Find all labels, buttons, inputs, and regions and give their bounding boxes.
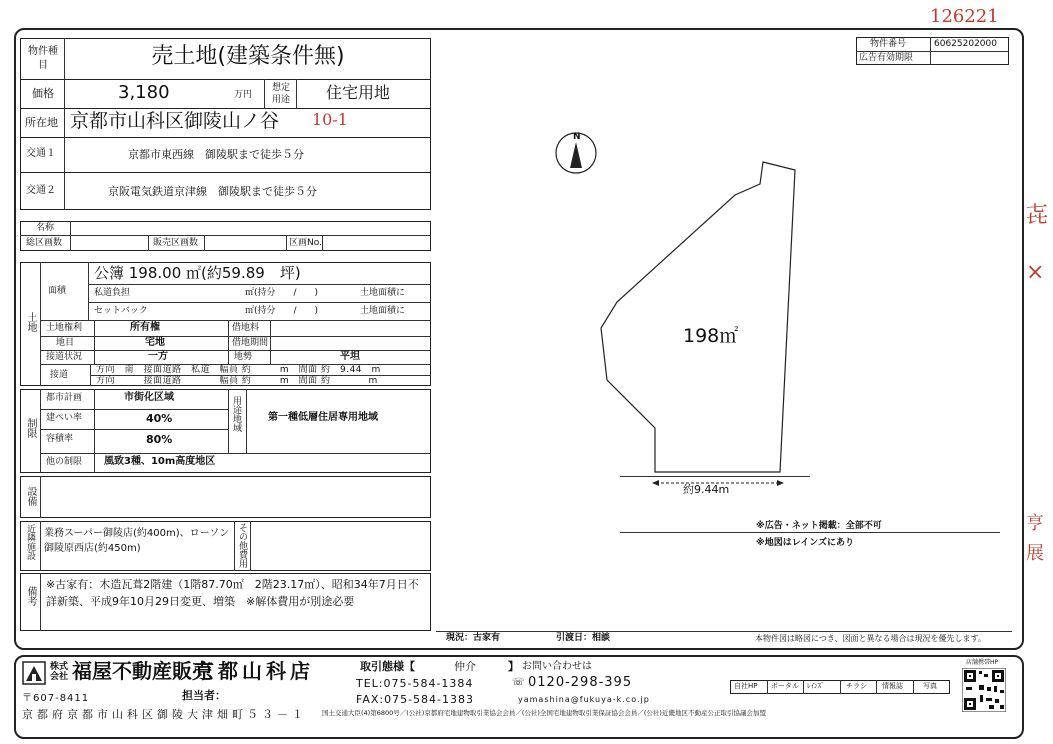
road-1: 方向 南 接面道路 私道 幅員 約 m 間面 約 9.44 m xyxy=(96,365,381,375)
transaction-mode-label: 取引態様【 xyxy=(360,660,415,673)
transport-2-label: 交通２ xyxy=(26,185,56,196)
private-road-share: ㎡(持分 / ) xyxy=(245,288,319,298)
lot-number-label: 区画No. xyxy=(289,238,322,248)
location-label: 所在地 xyxy=(25,116,58,129)
branch-name: 京都山科店 xyxy=(194,659,314,683)
property-id-label: 物件番号 xyxy=(870,39,907,49)
handwritten-number: 126221 xyxy=(930,6,999,27)
email-address: yamashina@fukuya-k.co.jp xyxy=(518,695,650,704)
ad-restriction-note: ※広告・ネット掲載：全部不可 xyxy=(756,521,882,531)
type-label: 物件種目 xyxy=(28,46,58,71)
inquiry-label: お問い合わせは xyxy=(522,661,592,672)
area-label: 面積 xyxy=(48,286,67,296)
city-plan-label: 都市計画 xyxy=(46,393,83,403)
category-value: 宅地 xyxy=(145,337,165,348)
terrain-value: 平坦 xyxy=(340,351,360,362)
map-note: ※地図はレインズにあり xyxy=(756,538,855,548)
freedial-number: 0120-298-395 xyxy=(528,675,633,690)
other-restriction-label: 他の制限 xyxy=(46,457,83,467)
tel-number: TEL:075-584-1384 xyxy=(356,677,474,690)
company-address: 京都府京都市山科区御陵大津畑町５３－１ xyxy=(22,708,307,721)
parcel-area-label: 198㎡ xyxy=(683,325,739,347)
use-label: 想定用途 xyxy=(271,83,290,105)
fax-number: FAX:075-584-1383 xyxy=(356,693,475,706)
handwritten-mark: × xyxy=(1026,260,1045,285)
right-label: 土地権利 xyxy=(46,323,83,333)
category-label: 地目 xyxy=(56,338,75,348)
sale-lots-label: 販売区画数 xyxy=(153,238,199,248)
road-2: 方向 接面道路 幅員 約 m 間面 約 m xyxy=(96,376,378,386)
postal-code: 〒607-8411 xyxy=(22,693,90,704)
company-name: 福屋不動産販売 xyxy=(72,659,212,683)
other-cost-label: その他費用 xyxy=(237,523,247,568)
handwritten-mark: 㐂 xyxy=(1026,203,1049,228)
remarks-value: ※古家有：木造瓦葺2階建（1階87.70㎡ 2階23.17㎡）、昭和34年7月日不詳新築、平成9年10月29日変更、増築 ※解体費用が別途必要 xyxy=(46,578,419,608)
setback-note: 土地面積に xyxy=(360,306,406,316)
land-section-label: 土地 xyxy=(25,312,36,332)
staff-label: 担当者： xyxy=(182,689,226,702)
far-label: 容積率 xyxy=(46,434,74,444)
setback-share: ㎡(持分 / ) xyxy=(245,306,319,316)
location-value: 京都市山科区御陵山ノ谷 xyxy=(70,110,280,132)
lease-label: 借地料 xyxy=(232,323,260,333)
total-lots-label: 総区画数 xyxy=(26,238,63,248)
terrain-label: 地勢 xyxy=(234,352,253,362)
company-kabushiki: 株式会社 xyxy=(50,662,69,682)
city-plan-value: 市街化区域 xyxy=(124,392,174,403)
media-item: ﾚｲﾝｽﾞ xyxy=(807,682,825,690)
lease-term-label: 借地期間 xyxy=(232,338,269,348)
qr-code-icon xyxy=(962,668,1006,712)
zone-label: 用途地域 xyxy=(231,396,241,432)
transport-2-value: 京阪電気鉄道京津線 御陵駅まで徒歩５分 xyxy=(108,185,317,198)
other-restriction-value: 風致3種、10m高度地区 xyxy=(104,456,216,467)
price-unit: 万円 xyxy=(234,90,253,100)
qr-label: 店舗携帯HP xyxy=(966,659,999,666)
media-item: 写真 xyxy=(923,682,937,690)
far-value: 80% xyxy=(146,433,173,446)
contact-value: 一方 xyxy=(148,351,168,362)
road-label: 接道 xyxy=(50,370,69,380)
freedial-icon: ☏ xyxy=(512,677,525,688)
frontage-label: 約9.44m xyxy=(683,483,730,496)
media-item: ポータル xyxy=(771,682,799,690)
transaction-mode-end: 】 xyxy=(508,660,519,673)
use-value: 住宅用地 xyxy=(326,83,391,102)
area-value: 公簿 198.00 ㎡(約59.89 坪) xyxy=(94,264,301,282)
current-status: 現況：古家有 xyxy=(446,633,501,643)
bcr-label: 建ぺい率 xyxy=(46,413,83,423)
media-item: チラシ xyxy=(846,682,867,690)
right-value: 所有権 xyxy=(130,322,160,333)
ad-expiry-label: 広告有効期限 xyxy=(859,53,914,63)
zone-value: 第一種低層住居専用地域 xyxy=(268,412,378,423)
price-value: 3,180 xyxy=(118,82,170,103)
north-label: N xyxy=(573,132,581,142)
transport-1-label: 交通１ xyxy=(26,148,56,159)
setback-label: セットバック xyxy=(94,306,148,316)
nearby-value: 業務スーパー御陵店(約400m)、ローソン御陵原西店(約450m) xyxy=(44,528,230,554)
remarks-label: 備考 xyxy=(25,586,36,606)
private-road-note: 土地面積に xyxy=(360,288,406,298)
facilities-label: 設備 xyxy=(25,486,36,506)
media-item: 情報誌 xyxy=(882,682,903,690)
bcr-value: 40% xyxy=(146,412,173,425)
disclaimer: 本物件図は略図につき、図面と異なる場合は現況を優先します。 xyxy=(755,634,986,643)
property-type: 売土地(建築条件無) xyxy=(151,44,345,69)
contact-label: 接道状況 xyxy=(46,352,83,362)
transaction-mode-value: 仲介 xyxy=(454,660,476,673)
handwritten-mark: 展 xyxy=(1026,543,1044,564)
handwritten-mark: 亨 xyxy=(1026,513,1044,534)
name-label: 名称 xyxy=(36,223,55,233)
media-item: 自社HP xyxy=(734,682,758,690)
transport-1-value: 京都市東西線 御陵駅まで徒歩５分 xyxy=(128,148,304,161)
restrictions-section-label: 制限 xyxy=(25,418,36,438)
private-road-label: 私道負担 xyxy=(94,288,131,298)
price-label: 価格 xyxy=(32,87,54,100)
delivery-date: 引渡日：相談 xyxy=(556,633,611,643)
license-info: 国土交通大臣(4)第6800号／(公社)京都府宅地建物取引業協会会員／(公社)全国宅地建物取引業保証協会会員／(公社)近畿地区不動産公正取引協議会加盟 xyxy=(322,709,766,717)
nearby-label: 近隣施設 xyxy=(25,524,35,560)
property-id-value: 60625202000 xyxy=(934,39,997,49)
company-logo-icon xyxy=(22,661,46,685)
handwritten-address-suffix: 10-1 xyxy=(312,110,348,129)
